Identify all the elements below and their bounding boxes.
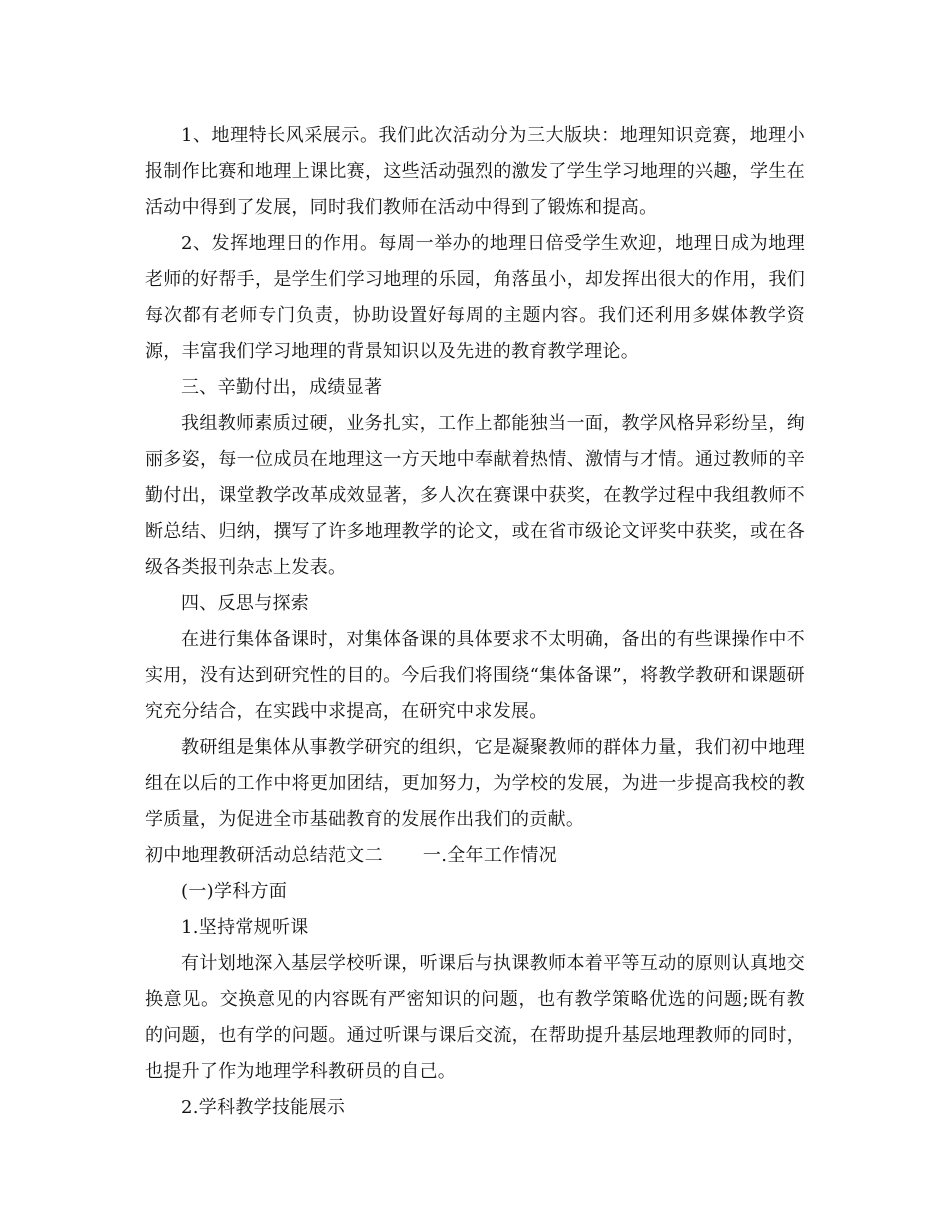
paragraph-1: 1、地理特长风采展示。我们此次活动分为三大版块：地理知识竞赛，地理小报制作比赛和地理上课比赛，这些活动强烈的激发了学生学习地理的兴趣，学生在活动中得到了发展，同时我们教师在活动中得到了锻炼和提高。 — [145, 125, 805, 218]
heading-subject: (一)学科方面 — [181, 881, 288, 902]
section-subtitle: 一.全年工作情况 — [422, 845, 558, 866]
paragraph-2: 2、发挥地理日的作用。每周一举办的地理日倍受学生欢迎，地理日成为地理老师的好帮手，是学生们学习地理的乐园，角落虽小，却发挥出很大的作用，我们每次都有老师专门负责，协助设置好每周的主题内容。我们还利用多媒体教学资源，丰富我们学习地理的背景知识以及先进的教育教学理论。 — [145, 233, 805, 362]
heading-3: 三、辛勤付出，成绩显著 — [181, 377, 383, 398]
section-title: 初中地理教研活动总结范文二 — [145, 845, 383, 866]
heading-4: 四、反思与探索 — [181, 593, 310, 614]
document-body — [145, 118, 805, 1126]
section-title-line — [145, 838, 805, 874]
heading-listen-class: 1.坚持常规听课 — [181, 917, 309, 938]
paragraph-6: 有计划地深入基层学校听课，听课后与执课教师本着平等互动的原则认真地交换意见。交换意见的内容既有严密知识的问题，也有教学策略优选的问题;既有教的问题，也有学的问题。通过听课与课后交流，在帮助提升基层地理教师的同时，也提升了作为地理学科教研员的自己。 — [145, 953, 805, 1082]
heading-skills: 2.学科教学技能展示 — [181, 1097, 346, 1118]
paragraph-5: 教研组是集体从事教学研究的组织，它是凝聚教师的群体力量，我们初中地理组在以后的工作中将更加团结，更加努力，为学校的发展，为进一步提高我校的教学质量，为促进全市基础教育的发展作出我们的贡献。 — [145, 737, 805, 830]
paragraph-4: 在进行集体备课时，对集体备课的具体要求不太明确，备出的有些课操作中不实用，没有达到研究性的目的。今后我们将围绕“集体备课”，将教学教研和课题研究充分结合，在实践中求提高，在研究中求发展。 — [145, 629, 805, 722]
paragraph-3: 我组教师素质过硬，业务扎实，工作上都能独当一面，教学风格异彩纷呈，绚丽多姿，每一位成员在地理这一方天地中奉献着热情、激情与才情。通过教师的辛勤付出，课堂教学改革成效显著，多人次在赛课中获奖，在教学过程中我组教师不断总结、归纳，撰写了许多地理教学的论文，或在省市级论文评奖中获奖，或在各级各类报刊杂志上发表。 — [145, 413, 805, 578]
